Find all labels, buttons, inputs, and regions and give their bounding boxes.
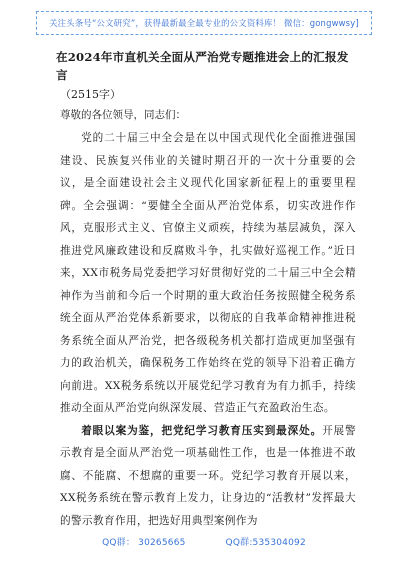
footer-qq-group-1: QQ群： 30265665 (102, 538, 186, 548)
paragraph-1: 党的二十届三中全会是在以中国式现代化全面推进强国建设、民族复兴伟业的关键时期召开的一次十分重要的会议，是全面建设社会主义现代化国家新征程上的重要里程碑。全会强调：“要健全全面从严治党体系，切实改进作作风，克服形式主义、官僚主义顽疾，持续为基层减负，深入推进党风廉政建设和反腐败斗争，扎实做好巡视工作。”近日来，XX市税务局党委把学习好贯彻好党的二十届三中全会精神作为当前和今后一个时期的重大政治任务按照健全税务系统全面从严治党体系新要求，以彻底的自我革命精神推进税务系统全面从严治党，把各级税务机关都打造成更加坚强有力的政治机关，确保税务工作始终在党的领导下沿着正确方向前进。XX税务系统以开展党纪学习教育为有力抓手，持续推动全面从严治党向纵深发展、营造正气充盈政治生态。 (60, 132, 356, 414)
footer-qq-group-2: QQ群:535304092 (225, 538, 306, 548)
salutation: 尊敬的各位领导，同志们： (60, 109, 186, 121)
word-count: （2515字） (60, 88, 121, 101)
document-title: 在2024年市直机关全面从严治党专题推进会上的汇报发言 (56, 50, 349, 82)
header-banner: 关注头条号“公文研究”，获得最新最全最专业的公文资料库！ 微信：gongwwsy] (36, 11, 372, 35)
paragraph-2-heading: 着眼以案为鉴，把党纪学习教育压实到最深处。 (81, 424, 323, 437)
paragraph-2-body: 开展警示教育是全面从严治党一项基础性工作，也是一体推进不敢腐、不能腐、不想腐的重要一环。党纪学习教育开展以来，XX税务系统在警示教育上发力，让身边的“活教材”发挥最大的警示教育作用，把选好用典型案例作为 (60, 424, 356, 527)
document-body (56, 48, 356, 532)
footer (0, 535, 408, 548)
paragraph-2 (60, 420, 356, 533)
